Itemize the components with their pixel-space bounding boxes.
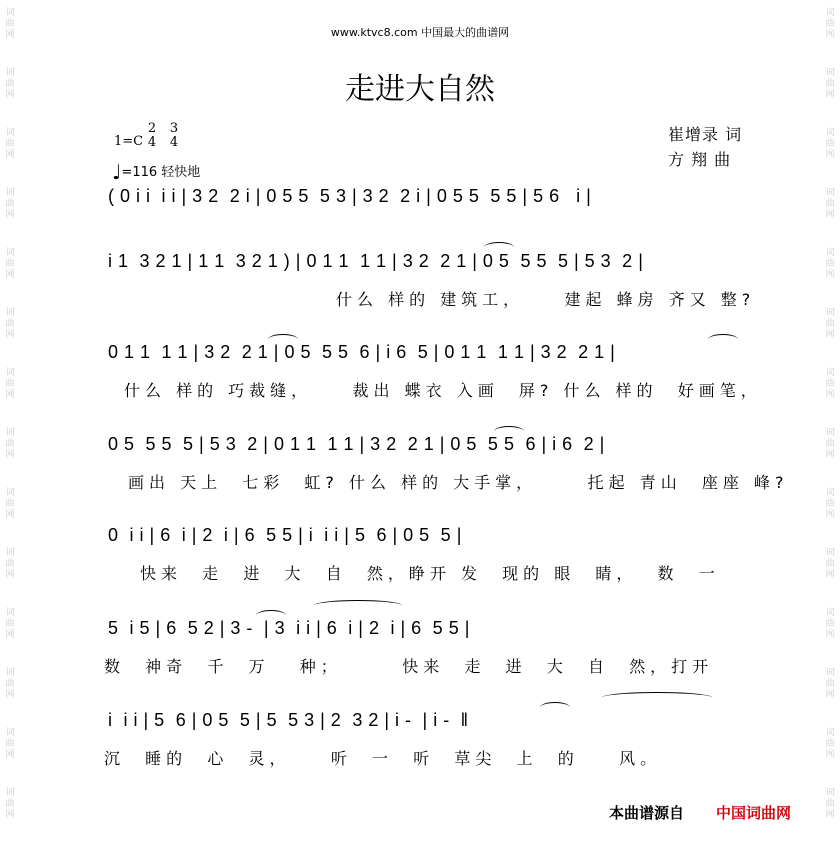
notation: i i i | 5 6 | 0 5 5 | 5 5 3 | 2 3 2 | i - | i - ‖	[108, 710, 469, 730]
watermark-glyph: 词	[5, 308, 15, 318]
watermark-glyph: 曲	[825, 379, 835, 389]
score-line-4	[0, 434, 840, 534]
score-line-6	[0, 618, 840, 718]
watermark-glyph: 词	[825, 188, 835, 198]
score-line-3	[0, 342, 840, 442]
watermark-glyph: 词	[5, 248, 15, 258]
watermark-glyph: 词	[5, 668, 15, 678]
watermark-glyph: 曲	[5, 19, 15, 29]
watermark-glyph: 曲	[825, 739, 835, 749]
watermark-glyph: 词	[5, 8, 15, 18]
watermark-glyph: 曲	[5, 619, 15, 629]
watermark-glyph: 网	[825, 270, 835, 280]
watermark-glyph: 曲	[5, 199, 15, 209]
watermark-glyph: 曲	[5, 799, 15, 809]
watermark-glyph: 词	[825, 788, 835, 798]
watermark-glyph: 网	[825, 570, 835, 580]
watermark-glyph: 曲	[825, 139, 835, 149]
watermark-glyph: 词	[825, 608, 835, 618]
watermark-glyph: 词	[5, 128, 15, 138]
notation: 0 5 5 5 5 | 5 3 2 | 0 1 1 1 1 | 3 2 2 1 | 0 5 5 5 6 | i 6 2 |	[108, 434, 605, 454]
watermark-glyph: 词	[5, 368, 15, 378]
watermark-glyph: 网	[825, 630, 835, 640]
watermark-glyph: 网	[825, 390, 835, 400]
tie-curve	[268, 334, 298, 345]
watermark-glyph: 曲	[5, 379, 15, 389]
tie-curve	[494, 426, 524, 437]
watermark-glyph: 词	[5, 68, 15, 78]
key-signature: 1=C	[114, 134, 144, 149]
watermark-glyph: 曲	[825, 439, 835, 449]
time-signature-1: 2 4	[147, 121, 157, 150]
watermark-glyph: 词	[5, 188, 15, 198]
quarter-note-icon: ♩	[112, 160, 122, 184]
lyrics: 画出 天上 七彩 虹? 什么 样的 大手掌， 托起 青山 座座 峰?	[128, 473, 789, 492]
tempo-marking: ♩=116 轻快地	[112, 160, 201, 184]
watermark-glyph: 曲	[825, 79, 835, 89]
tie-curve	[484, 242, 514, 253]
watermark-glyph: 曲	[5, 259, 15, 269]
watermark-glyph: 词	[825, 488, 835, 498]
watermark-glyph: 词	[825, 308, 835, 318]
watermark-glyph: 网	[5, 150, 15, 160]
watermark-glyph: 词	[5, 548, 15, 558]
watermark-glyph: 网	[5, 450, 15, 460]
watermark-glyph: 曲	[825, 499, 835, 509]
watermark-glyph: 词	[825, 68, 835, 78]
watermark-glyph: 曲	[5, 499, 15, 509]
watermark-glyph: 网	[825, 810, 835, 820]
watermark-glyph: 网	[5, 810, 15, 820]
watermark-glyph: 曲	[5, 679, 15, 689]
watermark-glyph: 曲	[825, 259, 835, 269]
notation: 5 i 5 | 6 5 2 | 3 - | 3 i i | 6 i | 2 i | 6 5 5 |	[108, 618, 470, 638]
lyrics: 沉 睡的 心 灵， 听 一 听 草尖 上 的 风。	[104, 749, 662, 768]
watermark-glyph: 网	[825, 450, 835, 460]
watermark-glyph: 词	[825, 8, 835, 18]
lyrics: 什么 样的 建筑工， 建起 蜂房 齐又 整?	[336, 290, 756, 309]
watermark-glyph: 网	[5, 690, 15, 700]
watermark-glyph: 网	[5, 750, 15, 760]
watermark-glyph: 网	[825, 210, 835, 220]
watermark-glyph: 词	[825, 668, 835, 678]
watermark-glyph: 网	[5, 90, 15, 100]
notation: ( 0 i i i i | 3 2 2 i | 0 5 5 5 3 | 3 2 2 i | 0 5 5 5 5 | 5 6 i |	[108, 186, 592, 206]
tie-curve	[602, 692, 712, 703]
notation: i 1 3 2 1 | 1 1 3 2 1 ) | 0 1 1 1 1 | 3 2 2 1 | 0 5 5 5 5 | 5 3 2 |	[108, 251, 644, 271]
watermark-glyph: 词	[5, 608, 15, 618]
watermark-glyph: 网	[5, 30, 15, 40]
watermark-glyph: 曲	[825, 199, 835, 209]
composer-credit: 方 翔 曲	[668, 150, 732, 169]
notation: 0 1 1 1 1 | 3 2 2 1 | 0 5 5 5 6 | i 6 5 | 0 1 1 1 1 | 3 2 2 1 |	[108, 342, 616, 362]
watermark-glyph: 曲	[825, 19, 835, 29]
watermark-glyph: 词	[825, 428, 835, 438]
watermark-glyph: 网	[5, 210, 15, 220]
watermark-glyph: 曲	[825, 679, 835, 689]
watermark-glyph: 曲	[825, 799, 835, 809]
watermark-glyph: 网	[5, 510, 15, 520]
watermark-glyph: 网	[5, 270, 15, 280]
score-line-7	[0, 710, 840, 810]
watermark-glyph: 网	[825, 750, 835, 760]
watermark-glyph: 网	[825, 30, 835, 40]
watermark-glyph: 曲	[5, 739, 15, 749]
watermark-glyph: 网	[825, 90, 835, 100]
score-line-5	[0, 525, 840, 625]
source-label: 本曲谱源自	[609, 804, 685, 822]
watermark-glyph: 曲	[5, 319, 15, 329]
watermark-glyph: 网	[5, 630, 15, 640]
watermark-glyph: 词	[5, 488, 15, 498]
notation: 0 i i | 6 i | 2 i | 6 5 5 | i i i | 5 6 | 0 5 5 |	[108, 525, 462, 545]
watermark-glyph: 词	[825, 128, 835, 138]
time-signature-2: 3 4	[169, 121, 179, 150]
lyrics: 快来 走 进 大 自 然，睁开 发 现的 眼 睛， 数 一	[140, 564, 720, 583]
tie-curve	[314, 600, 402, 611]
watermark-glyph: 网	[5, 330, 15, 340]
tie-curve	[708, 334, 738, 345]
watermark-glyph: 曲	[825, 559, 835, 569]
site-header: www.ktvc8.com 中国最大的曲谱网	[330, 26, 510, 39]
watermark-glyph: 词	[825, 728, 835, 738]
watermark-glyph: 网	[5, 390, 15, 400]
watermark-glyph: 曲	[5, 79, 15, 89]
watermark-glyph: 词	[825, 548, 835, 558]
watermark-glyph: 曲	[5, 559, 15, 569]
watermark-glyph: 曲	[5, 139, 15, 149]
tie-curve	[540, 702, 570, 713]
watermark-glyph: 网	[825, 690, 835, 700]
watermark-glyph: 网	[825, 330, 835, 340]
watermark-glyph: 网	[825, 150, 835, 160]
watermark-glyph: 词	[5, 728, 15, 738]
watermark-glyph: 曲	[825, 319, 835, 329]
watermark-glyph: 词	[825, 368, 835, 378]
source-site-link[interactable]: 中国词曲网	[716, 804, 792, 822]
lyricist-credit: 崔增录 词	[668, 125, 743, 144]
watermark-glyph: 网	[5, 570, 15, 580]
watermark-glyph: 词	[5, 428, 15, 438]
lyrics: 什么 样的 巧裁缝， 裁出 蝶衣 入画 屏? 什么 样的 好画笔，	[124, 381, 762, 400]
watermark-glyph: 网	[825, 510, 835, 520]
song-title: 走进大自然	[345, 72, 495, 107]
watermark-glyph: 词	[5, 788, 15, 798]
watermark-glyph: 曲	[5, 439, 15, 449]
lyrics: 数 神奇 千 万 种； 快来 走 进 大 自 然，打开	[104, 657, 714, 676]
watermark-glyph: 词	[825, 248, 835, 258]
watermark-glyph: 曲	[825, 619, 835, 629]
tie-curve	[256, 610, 286, 621]
